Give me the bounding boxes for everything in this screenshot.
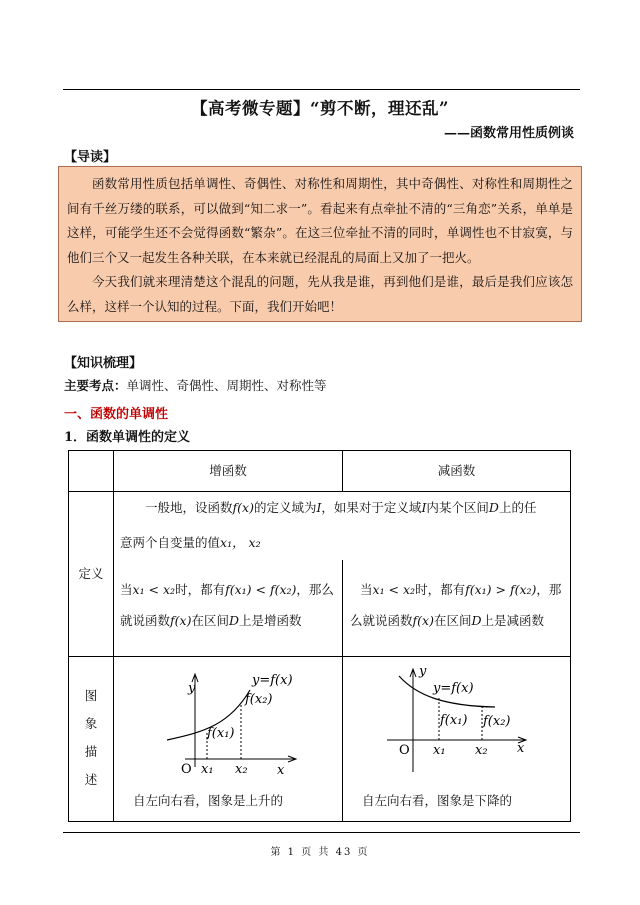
increasing-def-line1 xyxy=(120,576,334,604)
decreasing-def-line1 xyxy=(360,576,561,604)
knowledge-label: 【知识梳理】 xyxy=(64,356,143,371)
dec-condition: x₁ < x₂ xyxy=(372,582,416,597)
top-rule xyxy=(63,89,580,90)
def-text-c: ，如果对于定义域 xyxy=(321,500,422,515)
table-line-top xyxy=(68,450,571,451)
dec-text-b: 时，都有 xyxy=(415,582,466,597)
inc-origin: O xyxy=(181,762,192,777)
def-text-e: 上的任 xyxy=(498,500,537,515)
inc-x-label: x xyxy=(277,763,285,778)
dec-fx: f(x) xyxy=(412,613,434,628)
table-line-bottom xyxy=(68,821,571,822)
row-label-graph-char-3: 描 xyxy=(84,744,98,759)
decreasing-def-line2 xyxy=(350,607,544,635)
increasing-caption: 自左向右看，图象是上升的 xyxy=(133,793,284,808)
increasing-function-graph xyxy=(155,662,305,780)
inc-line2-c: 上是增函数 xyxy=(239,613,302,628)
inc-relation: f(x₁) < f(x₂) xyxy=(225,582,297,597)
dec-line2-b: 在区间 xyxy=(433,613,472,628)
row-label-graph xyxy=(69,682,113,794)
def-text-b: 的定义域为 xyxy=(253,500,317,515)
key-points-line xyxy=(64,376,327,394)
inc-x2-label: x₂ xyxy=(235,762,248,777)
dec-origin: O xyxy=(399,743,410,758)
def-text-d: 内某个区间 xyxy=(426,500,489,515)
dec-y-label: y xyxy=(419,664,427,679)
increasing-def-line2 xyxy=(120,607,302,635)
dec-x2-label: x₂ xyxy=(475,743,488,758)
def-domain-i2: I xyxy=(421,500,427,515)
table-line-col-bottom xyxy=(342,560,343,822)
dec-fx2-label: f(x₂) xyxy=(483,714,511,729)
def-vars: x₁， x₂ xyxy=(220,535,261,550)
dec-relation: f(x₁) > f(x₂) xyxy=(465,582,537,597)
decreasing-caption: 自左向右看，图象是下降的 xyxy=(362,793,513,808)
def-interval-d: D xyxy=(488,500,499,515)
inc-text-c: ，那么 xyxy=(296,582,334,597)
def-domain-i: I xyxy=(316,500,322,515)
key-points-label: 主要考点： xyxy=(64,378,127,393)
intro-paragraph-1: 函数常用性质包括单调性、奇偶性、对称性和周期性，其中奇偶性、对称性和周期性之间有千丝万缕的联系，可以做到“知二求一”。看起来有点牵扯不清的“三角恋”关系，单单是这样，可能学生还不会觉得函数“繁杂”。在这三位牵扯不清的同时，单调性也不甘寂寞，与他们三个又一起发生各种关联，在本来就已经混乱的局面上又加了一把火。 xyxy=(67,176,573,265)
def-text-a: 一般地，设函数 xyxy=(145,500,233,515)
definition-common-line2 xyxy=(120,529,261,557)
dec-curve-label: y=f(x) xyxy=(433,681,474,696)
inc-y-label: y xyxy=(188,681,196,696)
inc-line2-b: 在区间 xyxy=(191,613,229,628)
key-points-text: 单调性、奇偶性、周期性、对称性等 xyxy=(126,378,327,393)
inc-x1-label: x₁ xyxy=(201,762,214,777)
def-line2-text: 意两个自变量的值 xyxy=(120,535,221,550)
dec-x-label: x xyxy=(517,741,525,756)
section-heading-monotonicity: 一、函数的单调性 xyxy=(64,407,169,422)
row-label-definition: 定义 xyxy=(78,566,104,581)
row-label-graph-char-4: 述 xyxy=(84,772,98,787)
dec-fx1-label: f(x₁) xyxy=(440,713,468,728)
inc-fx1-label: f(x₁) xyxy=(207,726,235,741)
intro-box xyxy=(58,166,582,322)
header-decreasing: 减函数 xyxy=(437,463,476,478)
dec-line2-c: 上是减函数 xyxy=(481,613,545,628)
table-line-header xyxy=(68,491,571,492)
intro-label: 【导读】 xyxy=(64,150,117,165)
inc-curve-label: y=f(x) xyxy=(252,673,293,688)
dec-text-a: 当 xyxy=(360,582,373,597)
inc-line2-a: 就说函数 xyxy=(120,613,171,628)
sub-heading-definition: 1．函数单调性的定义 xyxy=(64,430,191,445)
inc-interval-d: D xyxy=(228,613,239,628)
decreasing-function-graph xyxy=(385,662,535,780)
dec-interval-d: D xyxy=(471,613,482,628)
inc-fx: f(x) xyxy=(170,613,192,628)
dec-text-c: ，那 xyxy=(536,582,562,597)
table-line-mid xyxy=(68,656,571,657)
page-subtitle: ——函数常用性质例谈 xyxy=(443,126,574,141)
def-fx: f(x) xyxy=(232,500,254,515)
row-label-graph-char-2: 象 xyxy=(84,716,98,731)
intro-paragraph-2: 今天我们就来理清楚这个混乱的问题，先从我是谁，再到他们是谁，最后是我们应该怎么样，这样一个认知的过程。下面，我们开始吧！ xyxy=(67,274,573,314)
page-footer: 第 1 页 共 43 页 xyxy=(270,847,370,858)
header-increasing: 增函数 xyxy=(209,463,247,478)
dec-line2-a: 么就说函数 xyxy=(350,613,413,628)
row-label-graph-char-1: 图 xyxy=(84,688,98,703)
inc-text-b: 时，都有 xyxy=(175,582,226,597)
bottom-rule xyxy=(63,832,580,833)
page-title: 【高考微专题】“剪不断，理还乱” xyxy=(191,99,449,118)
definition-common-line1 xyxy=(145,494,536,522)
inc-condition: x₁ < x₂ xyxy=(132,582,176,597)
dec-x1-label: x₁ xyxy=(433,743,446,758)
inc-text-a: 当 xyxy=(120,582,133,597)
table-line-right xyxy=(570,450,571,822)
inc-fx2-label: f(x₂) xyxy=(245,692,273,707)
table-line-label xyxy=(113,450,114,822)
